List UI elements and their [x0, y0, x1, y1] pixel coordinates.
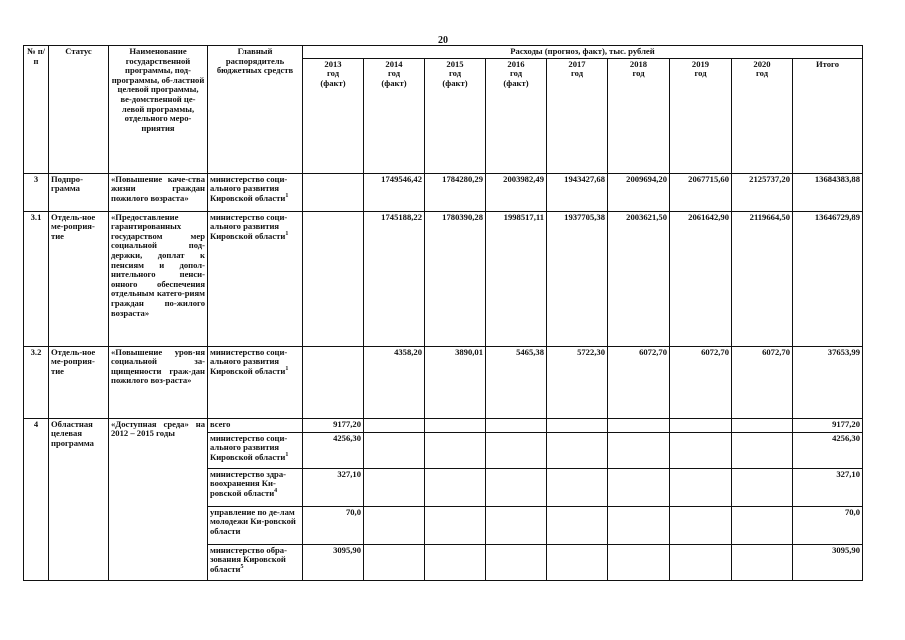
row-value-2020: 2125737,20 — [732, 173, 793, 211]
row-name: «Доступная среда» на 2012 – 2015 годы — [109, 418, 208, 580]
row-manager: министерство обра-зования Кировской области$^5$ — [208, 544, 303, 580]
header-year-2019: 2019 год — [670, 58, 732, 173]
row-total: 13646729,89 — [793, 211, 863, 346]
row-manager: министерство соци-ального развития Кировской области$^1$ — [208, 432, 303, 468]
row-total: 13684383,88 — [793, 173, 863, 211]
row-status: Областная целевая программа — [49, 418, 109, 580]
row-value-2014: 1749546,42 — [364, 173, 425, 211]
row-value-2013: 327,10 — [303, 468, 364, 506]
row-value-2018: 6072,70 — [608, 346, 670, 418]
row-value-2013 — [303, 173, 364, 211]
row-status: Подпро-грамма — [49, 173, 109, 211]
row-total: 4256,30 — [793, 432, 863, 468]
header-year-2014: 2014 год (факт) — [364, 58, 425, 173]
table-row — [24, 211, 863, 346]
row-value-2013 — [303, 346, 364, 418]
row-total: 327,10 — [793, 468, 863, 506]
row-total: 3095,90 — [793, 544, 863, 580]
row-value-2013: 4256,30 — [303, 432, 364, 468]
row-name: «Повышение уров-ня социальной за-щищенности граж-дан пожилого воз-раста» — [109, 346, 208, 418]
row-num: 3 — [24, 173, 49, 211]
row-total: 70,0 — [793, 506, 863, 544]
row-manager: министерство соци-ального развития Кировской области$^1$ — [208, 346, 303, 418]
row-status: Отдель-ное ме-роприя-тие — [49, 346, 109, 418]
row-total: 37653,99 — [793, 346, 863, 418]
header-manager: Главный распорядитель бюджетных средств — [208, 46, 303, 174]
row-total: 9177,20 — [793, 418, 863, 432]
row-value-2013: 3095,90 — [303, 544, 364, 580]
row-value-2019: 6072,70 — [670, 346, 732, 418]
row-manager: министерство здра-воохранения Ки-ровской области$^4$ — [208, 468, 303, 506]
row-value-2015: 3890,01 — [425, 346, 486, 418]
header-expenses: Расходы (прогноз, факт), тыс. рублей — [303, 46, 863, 59]
budget-table — [23, 45, 863, 581]
header-name: Наименование государственной программы, под-программы, об-ластной целевой программы, ве-домственной це-левой программы, отдельного меро-приятия — [109, 46, 208, 174]
row-manager: управление по де-лам молодежи Ки-ровской области — [208, 506, 303, 544]
row-value-2020: 2119664,50 — [732, 211, 793, 346]
row-value-2018: 2003621,50 — [608, 211, 670, 346]
row-value-2019: 2067715,60 — [670, 173, 732, 211]
row-value-2017: 5722,30 — [547, 346, 608, 418]
row-num: 3.2 — [24, 346, 49, 418]
row-value-2018: 2009694,20 — [608, 173, 670, 211]
row-manager: всего — [208, 418, 303, 432]
row-value-2019: 2061642,90 — [670, 211, 732, 346]
table-row — [24, 173, 863, 211]
row-value-2015: 1780390,28 — [425, 211, 486, 346]
table-row — [24, 346, 863, 418]
header-year-2018: 2018 год — [608, 58, 670, 173]
header-num: № п/п — [24, 46, 49, 174]
row-value-2013: 9177,20 — [303, 418, 364, 432]
row-value-2016: 5465,38 — [486, 346, 547, 418]
row-value-2016: 2003982,49 — [486, 173, 547, 211]
row-num: 3.1 — [24, 211, 49, 346]
row-value-2020: 6072,70 — [732, 346, 793, 418]
row-status: Отдель-ное ме-роприя-тие — [49, 211, 109, 346]
row-value-2014: 1745188,22 — [364, 211, 425, 346]
row-manager: министерство соци-ального развития Кировской области$^1$ — [208, 173, 303, 211]
header-year-2013: 2013 год (факт) — [303, 58, 364, 173]
header-row-1 — [24, 46, 863, 59]
header-year-2015: 2015 год (факт) — [425, 58, 486, 173]
row-num: 4 — [24, 418, 49, 580]
page-number: 20 — [438, 35, 448, 46]
row-value-2013: 70,0 — [303, 506, 364, 544]
row-value-2013 — [303, 211, 364, 346]
header-year-2016: 2016 год (факт) — [486, 58, 547, 173]
header-total: Итого — [793, 58, 863, 173]
row-value-2014: 4358,20 — [364, 346, 425, 418]
row-name: «Предоставление гарантированных государством мер социальной под-держки, доплат к пенсиям и допол-нительного пенси-онного обеспечения отдельным катего-риям граждан по-жилого возраста» — [109, 211, 208, 346]
header-status: Статус — [49, 46, 109, 174]
table-row — [24, 418, 863, 432]
row-manager: министерство соци-ального развития Кировской области$^1$ — [208, 211, 303, 346]
row-value-2017: 1937705,38 — [547, 211, 608, 346]
row-name: «Повышение каче-ства жизни граждан пожилого возраста» — [109, 173, 208, 211]
header-year-2020: 2020 год — [732, 58, 793, 173]
header-year-2017: 2017 год — [547, 58, 608, 173]
row-value-2015: 1784280,29 — [425, 173, 486, 211]
row-value-2017: 1943427,68 — [547, 173, 608, 211]
row-value-2016: 1998517,11 — [486, 211, 547, 346]
